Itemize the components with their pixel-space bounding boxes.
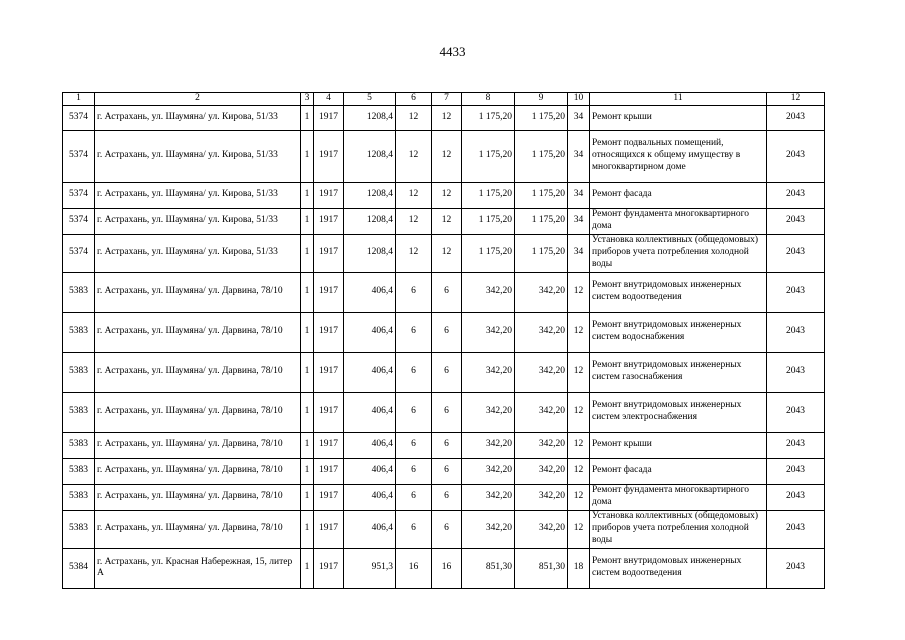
object-id-cell: 5374 <box>63 234 95 272</box>
value-cell: 34 <box>568 182 590 208</box>
year-cell: 1917 <box>314 208 344 234</box>
amount-cell: 342,20 <box>515 484 568 510</box>
count-cell: 1 <box>301 130 314 182</box>
object-id-cell: 5374 <box>63 130 95 182</box>
table-row <box>63 182 825 208</box>
area-cell: 1208,4 <box>344 130 396 182</box>
table-row <box>63 130 825 182</box>
end-year-cell: 2043 <box>767 352 825 392</box>
value-cell: 12 <box>396 130 432 182</box>
value-cell: 6 <box>432 312 462 352</box>
address-cell: г. Астрахань, ул. Красная Набережная, 15, литер А <box>95 548 301 588</box>
end-year-cell: 2043 <box>767 105 825 130</box>
end-year-cell: 2043 <box>767 234 825 272</box>
object-id-cell: 5383 <box>63 510 95 548</box>
value-cell: 12 <box>568 312 590 352</box>
amount-cell: 1 175,20 <box>515 234 568 272</box>
area-cell: 406,4 <box>344 484 396 510</box>
value-cell: 12 <box>568 272 590 312</box>
value-cell: 12 <box>396 234 432 272</box>
end-year-cell: 2043 <box>767 392 825 432</box>
object-id-cell: 5383 <box>63 272 95 312</box>
page-number: 4433 <box>439 44 466 59</box>
table-row <box>63 510 825 548</box>
column-header: 1 <box>63 93 95 106</box>
work-type-cell: Ремонт внутридомовых инженерных систем газоснабжения <box>590 352 767 392</box>
object-id-cell: 5383 <box>63 458 95 484</box>
count-cell: 1 <box>301 234 314 272</box>
amount-cell: 342,20 <box>515 352 568 392</box>
table-row <box>63 432 825 458</box>
value-cell: 12 <box>568 510 590 548</box>
object-id-cell: 5374 <box>63 105 95 130</box>
end-year-cell: 2043 <box>767 182 825 208</box>
area-cell: 406,4 <box>344 510 396 548</box>
value-cell: 12 <box>432 130 462 182</box>
end-year-cell: 2043 <box>767 130 825 182</box>
year-cell: 1917 <box>314 182 344 208</box>
object-id-cell: 5374 <box>63 182 95 208</box>
count-cell: 1 <box>301 432 314 458</box>
amount-cell: 342,20 <box>515 312 568 352</box>
year-cell: 1917 <box>314 548 344 588</box>
value-cell: 34 <box>568 208 590 234</box>
end-year-cell: 2043 <box>767 484 825 510</box>
count-cell: 1 <box>301 510 314 548</box>
value-cell: 16 <box>432 548 462 588</box>
count-cell: 1 <box>301 272 314 312</box>
count-cell: 1 <box>301 208 314 234</box>
end-year-cell: 2043 <box>767 432 825 458</box>
column-number-row <box>63 93 825 106</box>
value-cell: 6 <box>432 352 462 392</box>
table-row <box>63 392 825 432</box>
amount-cell: 1 175,20 <box>515 130 568 182</box>
table-row <box>63 234 825 272</box>
work-type-cell: Ремонт фасада <box>590 182 767 208</box>
end-year-cell: 2043 <box>767 510 825 548</box>
value-cell: 12 <box>432 105 462 130</box>
value-cell: 12 <box>568 432 590 458</box>
year-cell: 1917 <box>314 484 344 510</box>
amount-cell: 1 175,20 <box>515 208 568 234</box>
column-header: 7 <box>432 93 462 106</box>
amount-cell: 342,20 <box>462 432 515 458</box>
area-cell: 406,4 <box>344 392 396 432</box>
table-row <box>63 208 825 234</box>
year-cell: 1917 <box>314 234 344 272</box>
count-cell: 1 <box>301 105 314 130</box>
area-cell: 1208,4 <box>344 234 396 272</box>
amount-cell: 342,20 <box>462 392 515 432</box>
amount-cell: 342,20 <box>515 510 568 548</box>
value-cell: 6 <box>396 312 432 352</box>
object-id-cell: 5383 <box>63 352 95 392</box>
count-cell: 1 <box>301 392 314 432</box>
value-cell: 12 <box>432 208 462 234</box>
year-cell: 1917 <box>314 352 344 392</box>
area-cell: 951,3 <box>344 548 396 588</box>
work-type-cell: Ремонт внутридомовых инженерных систем водоотведения <box>590 548 767 588</box>
table-row <box>63 548 825 588</box>
address-cell: г. Астрахань, ул. Шаумяна/ ул. Дарвина, 78/10 <box>95 272 301 312</box>
end-year-cell: 2043 <box>767 208 825 234</box>
value-cell: 6 <box>396 484 432 510</box>
count-cell: 1 <box>301 182 314 208</box>
address-cell: г. Астрахань, ул. Шаумяна/ ул. Дарвина, 78/10 <box>95 352 301 392</box>
object-id-cell: 5383 <box>63 392 95 432</box>
table-row <box>63 272 825 312</box>
address-cell: г. Астрахань, ул. Шаумяна/ ул. Дарвина, 78/10 <box>95 510 301 548</box>
amount-cell: 342,20 <box>462 484 515 510</box>
amount-cell: 1 175,20 <box>462 182 515 208</box>
work-type-cell: Установка коллективных (общедомовых) приборов учета потребления холодной воды <box>590 510 767 548</box>
value-cell: 6 <box>432 510 462 548</box>
area-cell: 1208,4 <box>344 182 396 208</box>
value-cell: 16 <box>396 548 432 588</box>
amount-cell: 851,30 <box>462 548 515 588</box>
column-header: 4 <box>314 93 344 106</box>
column-header: 9 <box>515 93 568 106</box>
column-header: 8 <box>462 93 515 106</box>
value-cell: 34 <box>568 105 590 130</box>
address-cell: г. Астрахань, ул. Шаумяна/ ул. Кирова, 51/33 <box>95 130 301 182</box>
table-row <box>63 484 825 510</box>
work-type-cell: Ремонт фундамента многоквартирного дома <box>590 208 767 234</box>
year-cell: 1917 <box>314 392 344 432</box>
year-cell: 1917 <box>314 272 344 312</box>
value-cell: 6 <box>432 458 462 484</box>
object-id-cell: 5383 <box>63 432 95 458</box>
address-cell: г. Астрахань, ул. Шаумяна/ ул. Кирова, 51/33 <box>95 208 301 234</box>
end-year-cell: 2043 <box>767 548 825 588</box>
amount-cell: 1 175,20 <box>462 130 515 182</box>
year-cell: 1917 <box>314 130 344 182</box>
end-year-cell: 2043 <box>767 458 825 484</box>
amount-cell: 342,20 <box>462 312 515 352</box>
column-header: 11 <box>590 93 767 106</box>
value-cell: 6 <box>432 432 462 458</box>
area-cell: 406,4 <box>344 272 396 312</box>
value-cell: 6 <box>432 484 462 510</box>
amount-cell: 342,20 <box>462 272 515 312</box>
object-id-cell: 5383 <box>63 484 95 510</box>
amount-cell: 1 175,20 <box>515 182 568 208</box>
work-type-cell: Ремонт внутридомовых инженерных систем водоснабжения <box>590 312 767 352</box>
value-cell: 12 <box>568 392 590 432</box>
column-header: 10 <box>568 93 590 106</box>
value-cell: 6 <box>396 272 432 312</box>
work-type-cell: Ремонт крыши <box>590 105 767 130</box>
work-type-cell: Ремонт крыши <box>590 432 767 458</box>
amount-cell: 342,20 <box>515 432 568 458</box>
amount-cell: 342,20 <box>515 392 568 432</box>
year-cell: 1917 <box>314 432 344 458</box>
year-cell: 1917 <box>314 458 344 484</box>
object-id-cell: 5384 <box>63 548 95 588</box>
work-type-cell: Ремонт внутридомовых инженерных систем электроснабжения <box>590 392 767 432</box>
column-header: 12 <box>767 93 825 106</box>
value-cell: 34 <box>568 130 590 182</box>
value-cell: 6 <box>432 392 462 432</box>
amount-cell: 851,30 <box>515 548 568 588</box>
amount-cell: 342,20 <box>462 352 515 392</box>
address-cell: г. Астрахань, ул. Шаумяна/ ул. Дарвина, 78/10 <box>95 312 301 352</box>
area-cell: 406,4 <box>344 352 396 392</box>
area-cell: 406,4 <box>344 312 396 352</box>
object-id-cell: 5383 <box>63 312 95 352</box>
area-cell: 406,4 <box>344 458 396 484</box>
amount-cell: 342,20 <box>515 458 568 484</box>
value-cell: 12 <box>396 105 432 130</box>
value-cell: 6 <box>396 510 432 548</box>
value-cell: 6 <box>396 392 432 432</box>
value-cell: 18 <box>568 548 590 588</box>
value-cell: 6 <box>396 458 432 484</box>
value-cell: 12 <box>568 352 590 392</box>
value-cell: 12 <box>396 182 432 208</box>
area-cell: 406,4 <box>344 432 396 458</box>
address-cell: г. Астрахань, ул. Шаумяна/ ул. Кирова, 51/33 <box>95 105 301 130</box>
column-header: 5 <box>344 93 396 106</box>
end-year-cell: 2043 <box>767 272 825 312</box>
value-cell: 6 <box>396 432 432 458</box>
address-cell: г. Астрахань, ул. Шаумяна/ ул. Дарвина, 78/10 <box>95 484 301 510</box>
area-cell: 1208,4 <box>344 208 396 234</box>
address-cell: г. Астрахань, ул. Шаумяна/ ул. Кирова, 51/33 <box>95 182 301 208</box>
work-type-cell: Ремонт фундамента многоквартирного дома <box>590 484 767 510</box>
value-cell: 34 <box>568 234 590 272</box>
area-cell: 1208,4 <box>344 105 396 130</box>
count-cell: 1 <box>301 458 314 484</box>
column-header: 3 <box>301 93 314 106</box>
value-cell: 12 <box>432 234 462 272</box>
amount-cell: 1 175,20 <box>462 208 515 234</box>
work-type-cell: Ремонт внутридомовых инженерных систем водоотведения <box>590 272 767 312</box>
value-cell: 12 <box>396 208 432 234</box>
table-row <box>63 458 825 484</box>
count-cell: 1 <box>301 548 314 588</box>
year-cell: 1917 <box>314 510 344 548</box>
amount-cell: 1 175,20 <box>462 105 515 130</box>
value-cell: 6 <box>432 272 462 312</box>
object-id-cell: 5374 <box>63 208 95 234</box>
work-type-cell: Установка коллективных (общедомовых) приборов учета потребления холодной воды <box>590 234 767 272</box>
repair-schedule-table <box>62 92 825 589</box>
year-cell: 1917 <box>314 312 344 352</box>
table-row <box>63 105 825 130</box>
address-cell: г. Астрахань, ул. Шаумяна/ ул. Дарвина, 78/10 <box>95 458 301 484</box>
value-cell: 6 <box>396 352 432 392</box>
column-header: 2 <box>95 93 301 106</box>
address-cell: г. Астрахань, ул. Шаумяна/ ул. Дарвина, 78/10 <box>95 392 301 432</box>
count-cell: 1 <box>301 312 314 352</box>
work-type-cell: Ремонт фасада <box>590 458 767 484</box>
value-cell: 12 <box>568 484 590 510</box>
end-year-cell: 2043 <box>767 312 825 352</box>
table-row <box>63 312 825 352</box>
amount-cell: 342,20 <box>515 272 568 312</box>
count-cell: 1 <box>301 352 314 392</box>
value-cell: 12 <box>432 182 462 208</box>
year-cell: 1917 <box>314 105 344 130</box>
amount-cell: 342,20 <box>462 510 515 548</box>
column-header: 6 <box>396 93 432 106</box>
work-type-cell: Ремонт подвальных помещений, относящихся к общему имуществу в многоквартирном доме <box>590 130 767 182</box>
address-cell: г. Астрахань, ул. Шаумяна/ ул. Кирова, 51/33 <box>95 234 301 272</box>
amount-cell: 1 175,20 <box>462 234 515 272</box>
value-cell: 12 <box>568 458 590 484</box>
amount-cell: 1 175,20 <box>515 105 568 130</box>
table-row <box>63 352 825 392</box>
amount-cell: 342,20 <box>462 458 515 484</box>
count-cell: 1 <box>301 484 314 510</box>
address-cell: г. Астрахань, ул. Шаумяна/ ул. Дарвина, 78/10 <box>95 432 301 458</box>
